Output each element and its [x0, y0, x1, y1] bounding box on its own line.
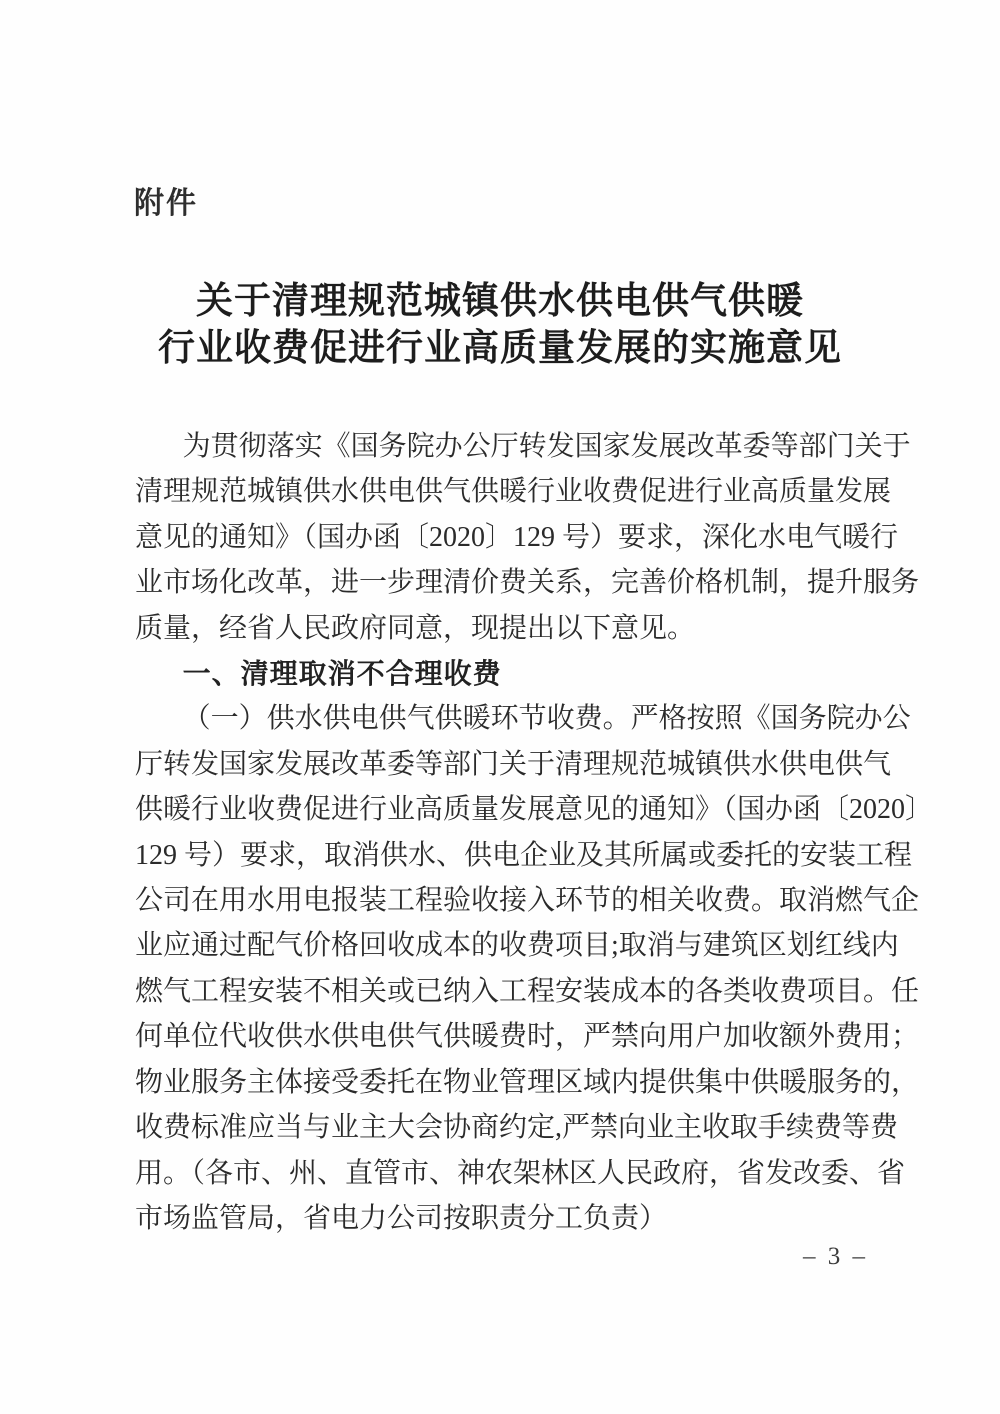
- text-line: 业市场化改革，进一步理清价费关系，完善价格机制，提升服务: [135, 567, 920, 599]
- document-body: [135, 424, 934, 1241]
- text-line: （一）供水供电供气供暖环节收费。严格按照《国务院办公: [182, 703, 911, 735]
- document-title-line-2: 行业收费促进行业高质量发展的实施意见: [158, 328, 842, 369]
- text-line: 意见的通知》（国办函〔2020〕129 号）要求，深化水电气暖行: [135, 521, 899, 553]
- text-line: 公司在用水用电报装工程验收接入环节的相关收费。取消燃气企: [135, 885, 920, 917]
- document-title: [100, 278, 900, 372]
- text-line: 供暖行业收费促进行业高质量发展意见的通知》（国办函〔2020〕: [135, 794, 934, 826]
- text-line: 业应通过配气价格回收成本的收费项目;取消与建筑区划红线内: [135, 930, 899, 962]
- text-line: 为贯彻落实《国务院办公厅转发国家发展改革委等部门关于: [182, 431, 911, 462]
- paragraph-section-1-item-1: [135, 696, 934, 1241]
- attachment-label: 附件: [134, 187, 198, 220]
- text-line: 用。（各市、州、直管市、神农架林区人民政府，省发改委、省: [135, 1157, 906, 1189]
- text-line: 收费标准应当与业主大会协商约定,严禁向业主收取手续费等费: [135, 1112, 899, 1144]
- text-line: 厅转发国家发展改革委等部门关于清理规范城镇供水供电供气: [135, 748, 892, 780]
- section-heading-1: 一、清理取消不合理收费: [182, 658, 502, 690]
- paragraph-intro: [135, 424, 920, 651]
- text-line: 何单位代收供水供电供气供暖费时，严禁向用户加收额外费用；: [135, 1021, 920, 1053]
- document-title-line-1: 关于清理规范城镇供水供电供气供暖: [196, 281, 804, 322]
- text-line: 质量，经省人民政府同意，现提出以下意见。: [135, 612, 696, 644]
- page-number: – 3 –: [803, 1243, 868, 1270]
- text-line: 市场监管局，省电力公司按职责分工负责）: [135, 1202, 668, 1234]
- text-line: 燃气工程安装不相关或已纳入工程安装成本的各类收费项目。任: [135, 975, 920, 1007]
- text-line: 清理规范城镇供水供电供气供暖行业收费促进行业高质量发展: [135, 476, 892, 508]
- text-line: 129 号）要求，取消供水、供电企业及其所属或委托的安装工程: [135, 839, 913, 871]
- text-line: 物业服务主体接受委托在物业管理区域内提供集中供暖服务的，: [135, 1066, 920, 1098]
